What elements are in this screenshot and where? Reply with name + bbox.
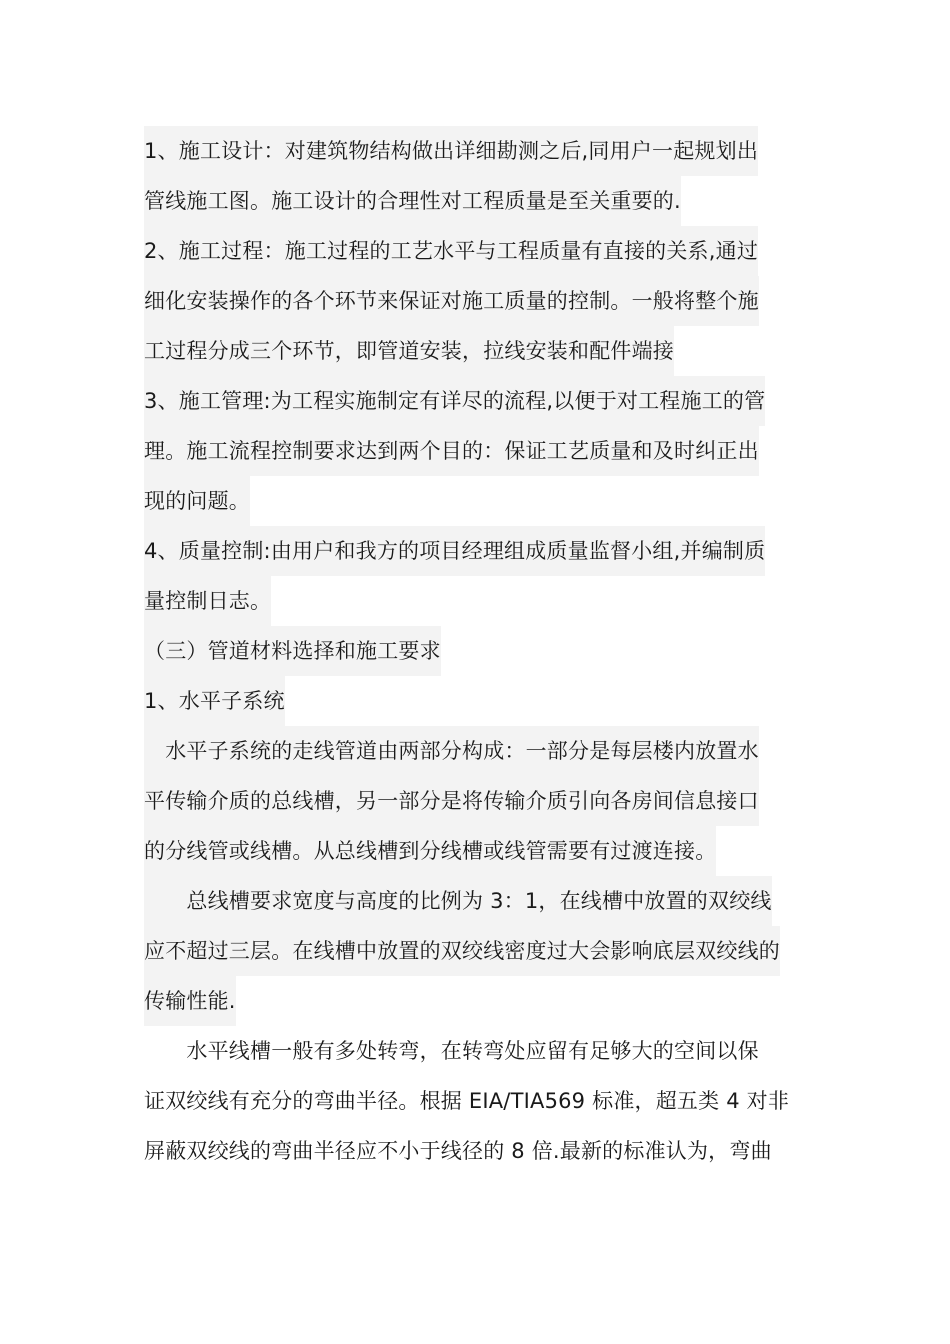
text-line-20: 证双绞线有充分的弯曲半径。根据 EIA/TIA569 标准，超五类 4 对非 <box>144 1089 790 1113</box>
text-line-2: 管线施工图。施工设计的合理性对工程质量是至关重要的. <box>144 176 681 226</box>
text-line-10: 量控制日志。 <box>144 576 271 626</box>
text-line-14: 平传输介质的总线槽，另一部分是将传输介质引向各房间信息接口 <box>144 776 759 826</box>
text-line-1: 1、施工设计：对建筑物结构做出详细勘测之后,同用户一起规划出 <box>144 126 758 176</box>
text-line-6: 3、施工管理:为工程实施制定有详尽的流程,以便于对工程施工的管 <box>144 376 765 426</box>
text-line-21: 屏蔽双绞线的弯曲半径应不小于线径的 8 倍.最新的标准认为，弯曲 <box>144 1139 772 1163</box>
text-line-3: 2、施工过程：施工过程的工艺水平与工程质量有直接的关系,通过 <box>144 226 758 276</box>
text-line-19: 水平线槽一般有多处转弯，在转弯处应留有足够大的空间以保 <box>144 1039 759 1063</box>
text-line-8: 现的问题。 <box>144 476 250 526</box>
text-line-15: 的分线管或线槽。从总线槽到分线槽或线管需要有过渡连接。 <box>144 826 716 876</box>
text-line-5: 工过程分成三个环节，即管道安装，拉线安装和配件端接 <box>144 326 674 376</box>
text-line-9: 4、质量控制:由用户和我方的项目经理组成质量监督小组,并编制质 <box>144 526 765 576</box>
text-line-16: 总线槽要求宽度与高度的比例为 3：1，在线槽中放置的双绞线 <box>144 876 772 926</box>
section-heading: （三）管道材料选择和施工要求 <box>144 626 441 676</box>
text-line-7: 理。施工流程控制要求达到两个目的：保证工艺质量和及时纠正出 <box>144 426 759 476</box>
text-line-17: 应不超过三层。在线槽中放置的双绞线密度过大会影响底层双绞线的 <box>144 926 780 976</box>
text-line-4: 细化安装操作的各个环节来保证对施工质量的控制。一般将整个施 <box>144 276 759 326</box>
subsection-heading: 1、水平子系统 <box>144 676 285 726</box>
text-line-18: 传输性能. <box>144 976 236 1026</box>
text-line-13: 水平子系统的走线管道由两部分构成：一部分是每层楼内放置水 <box>144 726 759 776</box>
